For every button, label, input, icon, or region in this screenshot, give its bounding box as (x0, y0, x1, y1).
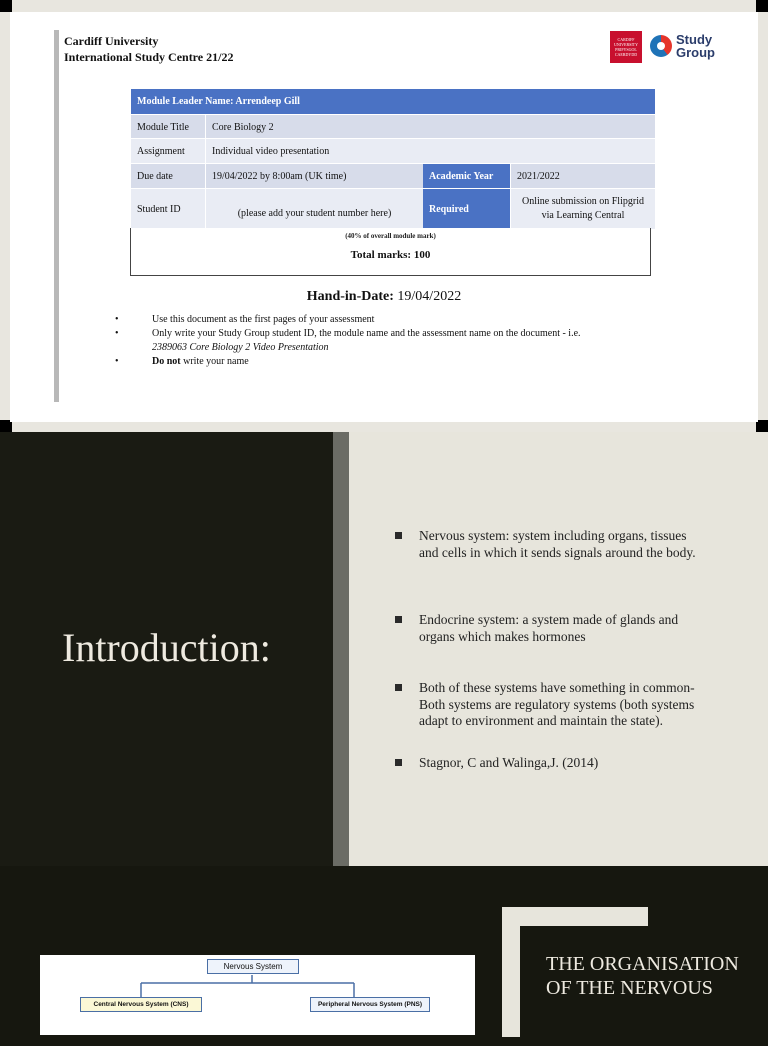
table-row (131, 188, 655, 229)
slide-title: THE ORGANISATION OF THE NERVOUS (546, 953, 739, 999)
diagram-node-pns: Peripheral Nervous System (PNS) (310, 997, 430, 1012)
square-bullet-icon (395, 616, 402, 623)
academic-year-label: Academic Year (423, 164, 510, 189)
square-bullet-icon (395, 532, 402, 539)
academic-year-value: 2021/2022 (510, 164, 655, 189)
diagram-node-cns: Central Nervous System (CNS) (80, 997, 202, 1012)
list-item: Nervous system: system including organs, tissues and cells in which it sends signals around the body. (395, 528, 695, 578)
instructions-list: • Use this document as the first pages of your assessment • Only write your Study Group student ID, the module name and the assessment name on the document - i.e. 2389063 Core Biology 2 Video Presentation • Do not write your name (115, 314, 581, 367)
square-bullet-icon (395, 759, 402, 766)
required-label: Required (423, 189, 510, 229)
example-text: 2389063 Core Biology 2 Video Presentation (152, 342, 329, 353)
table-row (131, 114, 655, 139)
required-value: Online submission on Flipgrid via Learning Central (510, 189, 655, 229)
centre-name: International Study Centre 21/22 (64, 50, 234, 64)
student-id-value: (please add your student number here) (205, 189, 423, 229)
slide-assessment-cover (0, 0, 768, 432)
assignment-value: Individual video presentation (205, 139, 655, 164)
panel-divider (333, 432, 349, 866)
table-row (131, 138, 655, 164)
do-not-rest: write your name (183, 356, 249, 367)
assignment-label: Assignment (137, 146, 185, 157)
student-id-label: Student ID (137, 203, 181, 215)
slide-corner (756, 0, 768, 12)
study-group-logo: Study Group (650, 33, 720, 63)
list-item: Stagnor, C and Walinga,J. (2014) (395, 755, 695, 773)
list-item: Endocrine system: a system made of glands and organs which makes hormones (395, 612, 695, 646)
institution-name: Cardiff University (64, 34, 159, 48)
marks-box (130, 228, 651, 276)
hand-in-label: Hand-in-Date: (306, 289, 394, 304)
module-leader-name: Module Leader Name: Arrendeep Gill (137, 96, 300, 107)
total-marks: Total marks: 100 (350, 249, 431, 261)
nervous-system-diagram (40, 955, 475, 1035)
slide-organisation (0, 866, 768, 1024)
diagram-node-nervous-system: Nervous System (207, 959, 299, 974)
do-not-emphasis: Do not (152, 356, 181, 367)
document-header (64, 33, 233, 65)
module-title-label: Module Title (137, 121, 189, 133)
due-date-label: Due date (137, 171, 173, 182)
study-group-logo-mark-icon (650, 35, 672, 57)
module-title-value: Core Biology 2 (205, 115, 655, 139)
weighting-note: (40% of overall module mark) (345, 232, 436, 240)
slide-corner (0, 0, 12, 12)
square-bullet-icon (395, 684, 402, 691)
list-item: Both of these systems have something in common- Both systems are regulatory systems (both systems adapt to environment and maintain the state). (395, 680, 695, 746)
table-header-row (131, 89, 655, 114)
due-date-value: 19/04/2022 by 8:00am (UK time) (205, 164, 423, 189)
table-row (131, 163, 655, 189)
slide-introduction (0, 432, 768, 866)
slide-title: Introduction: (62, 625, 271, 670)
hand-in-date (0, 289, 768, 305)
cardiff-university-logo: CARDIFF UNIVERSITY PRIFYSGOL CAERDYDD (610, 31, 642, 63)
hand-in-value: 19/04/2022 (397, 289, 462, 304)
document-accent-bar (54, 30, 59, 402)
